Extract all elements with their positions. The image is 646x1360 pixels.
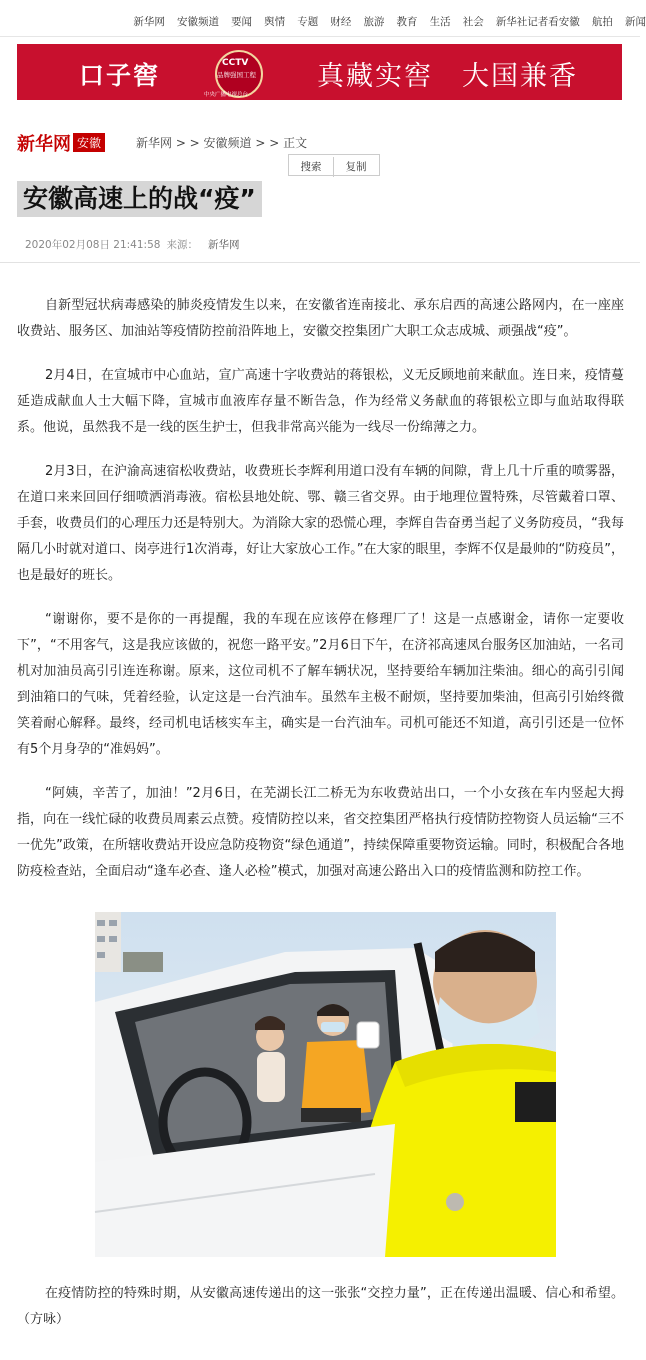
paragraph: 2月4日，在宣城市中心血站，宣广高速十字收费站的蒋银松，义无反顾地前来献血。连日来，疫情蔓延造成献血人士大幅下降，宣城市血液库存量不断告急，作为经常义务献血的蒋银松立即与血站取得联系。他说，虽然我不是一线的医生护士，但我非常高兴能为一线尽一份绵薄之力。 — [17, 368, 624, 435]
site-logo-main: 新华网 — [17, 134, 71, 155]
top-nav-item[interactable]: 要闻 — [231, 16, 253, 28]
paragraph: “阿姨，辛苦了，加油！”2月6日，在芜湖长江二桥无为东收费站出口，一个小女孩在车内竖起大拇指，向在一线忙碌的收费员周素云点赞。疫情防控以来，省交控集团严格执行疫情防控物资人员运输“三不一优先”政策，在所辖收费站开设应急防疫物资“绿色通道”，持续保障重要物资运输。同时，积极配合各地防疫检查站，全面启动“逢车必查、逢人必检”模式，加强对高速公路出入口的疫情监测和防控工作。 — [17, 786, 624, 879]
banner-cctv-label: CCTV — [222, 58, 249, 68]
top-nav-item[interactable]: 新闻 — [625, 16, 646, 28]
article-title: 安徽高速上的战“疫” — [23, 184, 256, 213]
source-label: 来源： — [166, 239, 198, 251]
banner-cctv-sub: 品牌强国工程 — [217, 71, 256, 79]
top-nav-item[interactable]: 专题 — [297, 16, 319, 28]
ad-banner[interactable] — [17, 44, 622, 100]
top-nav-item[interactable]: 财经 — [330, 16, 352, 28]
top-nav-item[interactable]: 社会 — [462, 16, 484, 28]
site-logo[interactable] — [17, 130, 105, 156]
top-nav-item[interactable]: 舆情 — [264, 16, 286, 28]
top-nav-item[interactable]: 航拍 — [591, 16, 613, 28]
top-nav-item[interactable]: 生活 — [429, 16, 451, 28]
photo-illustration — [95, 912, 556, 1257]
photo-caption: 在疫情防控的特殊时期，从安徽高速传递出的这一张张“交控力量”，正在传递出温暖、信心和希望。（方咏） — [17, 1286, 624, 1327]
breadcrumb[interactable]: 新华网 > > 安徽频道 > > 正文 — [136, 136, 308, 150]
article-tools — [288, 154, 380, 176]
search-button[interactable]: 搜索 — [300, 161, 322, 173]
banner-brand-logo: 口子窖 — [79, 61, 161, 90]
paragraph: 自新型冠状病毒感染的肺炎疫情发生以来，在安徽省连南接北、承东启西的高速公路网内，在一座座收费站、服务区、加油站等疫情防控前沿阵地上，安徽交控集团广大职工众志成城、顽强战“疫”。 — [17, 298, 624, 339]
top-nav-item[interactable]: 教育 — [396, 16, 418, 28]
source-value[interactable]: 新华网 — [207, 239, 240, 251]
top-nav-item[interactable]: 安徽频道 — [176, 16, 219, 28]
divider — [0, 262, 640, 263]
paragraph: “谢谢你，要不是你的一再提醒，我的车现在应该停在修理厂了！这是一点感谢金，请你一定要收下”，“不用客气，这是我应该做的，祝您一路平安。”2月6日下午，在济祁高速凤台服务区加油站，一名司机对加油员高引引连连称谢。原来，这位司机不了解车辆状况，坚持要给车辆加注柴油。细心的高引引闻到油箱口的气味，凭着经验，认定这是一台汽油车。虽然车主极不耐烦，坚持要加柴油，但高引引始终微笑着耐心解释。最终，经司机电话核实车主，确实是一台汽油车。司机可能还不知道，高引引还是一位怀有5个月身孕的“准妈妈”。 — [17, 612, 624, 757]
article-body — [17, 293, 624, 903]
banner-cctv-bottom: 中央广播电视总台 — [204, 92, 249, 98]
top-nav-item[interactable]: 旅游 — [363, 16, 385, 28]
top-nav-list — [126, 10, 646, 29]
top-nav — [0, 0, 646, 37]
copy-button[interactable]: 复制 — [333, 157, 378, 177]
article-meta — [25, 237, 239, 252]
article-photo — [95, 912, 556, 1257]
top-nav-item[interactable]: 新华社记者看安徽 — [495, 16, 580, 28]
site-logo-region: 安徽 — [73, 133, 105, 152]
top-nav-item[interactable]: 新华网 — [133, 16, 165, 28]
title-highlight — [17, 181, 262, 217]
banner-slogan: 真藏实窖 大国兼香 — [317, 61, 578, 92]
article-date: 2020年02月08日 21:41:58 — [25, 239, 161, 251]
paragraph: 2月3日，在沪渝高速宿松收费站，收费班长李辉利用道口没有车辆的间隙，背上几十斤重的喷雾器，在道口来来回回仔细喷洒消毒液。宿松县地处皖、鄂、赣三省交界。由于地理位置特殊，尽管戴着口罩、手套，收费员们的心理压力还是特别大。为消除大家的恐慌心理，李辉自告奋勇当起了义务防疫员，“我每隔几小时就对道口、岗亭进行1次消毒，好让大家放心工作。”在大家的眼里，李辉不仅是最帅的“防疫员”，也是最好的班长。 — [17, 464, 624, 583]
